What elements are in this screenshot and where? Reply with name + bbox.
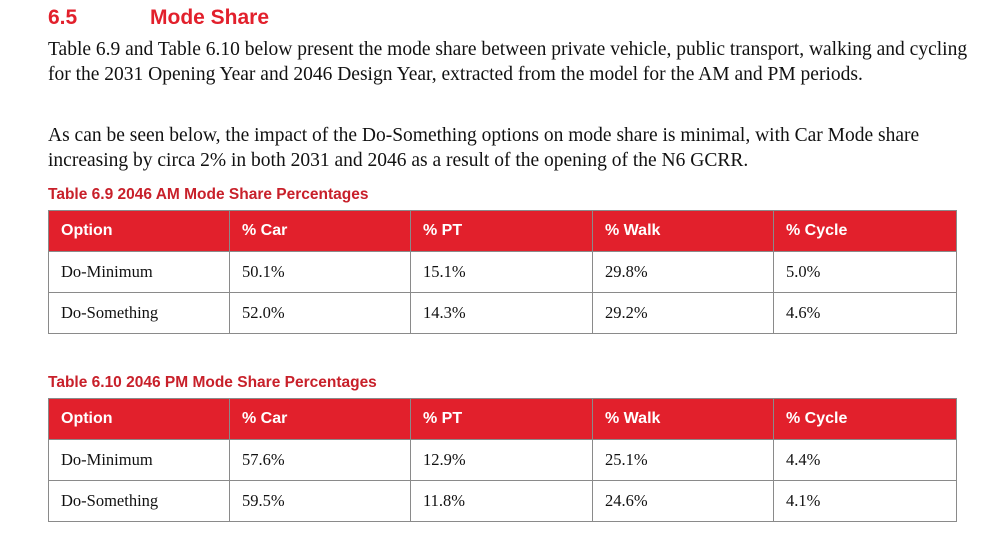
header-option: Option [49,399,230,440]
table-row [49,440,957,481]
header-cycle: % Cycle [774,211,957,252]
header-option: Option [49,211,230,252]
header-walk: % Walk [593,211,774,252]
cell-pt: 12.9% [411,440,593,481]
cell-walk: 25.1% [593,440,774,481]
impact-paragraph: As can be seen below, the impact of the Do-Something options on mode share is minimal, with Car Mode share increasing by circa 2% in both 2031 and 2046 as a result of the opening of the N6 GCRR. [48,125,920,171]
table-caption-pm: Table 6.10 2046 PM Mode Share Percentages [48,374,377,391]
cell-option: Do-Something [49,293,230,334]
am-mode-share-table [48,210,957,334]
cell-pt: 11.8% [411,481,593,522]
header-car: % Car [230,399,411,440]
header-pt: % PT [411,211,593,252]
cell-car: 57.6% [230,440,411,481]
cell-car: 59.5% [230,481,411,522]
header-car: % Car [230,211,411,252]
cell-pt: 14.3% [411,293,593,334]
cell-car: 52.0% [230,293,411,334]
section-number: 6.5 [48,6,78,29]
table-row [49,481,957,522]
cell-walk: 24.6% [593,481,774,522]
pm-mode-share-table [48,398,957,522]
cell-car: 50.1% [230,252,411,293]
header-walk: % Walk [593,399,774,440]
cell-option: Do-Minimum [49,252,230,293]
cell-cycle: 4.1% [774,481,957,522]
table-caption-am: Table 6.9 2046 AM Mode Share Percentages [48,186,369,203]
section-heading [48,4,269,32]
cell-walk: 29.8% [593,252,774,293]
intro-paragraph: Table 6.9 and Table 6.10 below present the mode share between private vehicle, public transport, walking and cycling for the 2031 Opening Year and 2046 Design Year, extracted from the model for the AM and PM periods. [48,39,968,85]
header-pt: % PT [411,399,593,440]
cell-walk: 29.2% [593,293,774,334]
table-row [49,293,957,334]
cell-option: Do-Something [49,481,230,522]
cell-cycle: 4.6% [774,293,957,334]
cell-cycle: 5.0% [774,252,957,293]
cell-pt: 15.1% [411,252,593,293]
section-title: Mode Share [150,6,270,29]
table-header-row [49,211,957,252]
header-cycle: % Cycle [774,399,957,440]
cell-cycle: 4.4% [774,440,957,481]
table-row [49,252,957,293]
cell-option: Do-Minimum [49,440,230,481]
table-header-row [49,399,957,440]
